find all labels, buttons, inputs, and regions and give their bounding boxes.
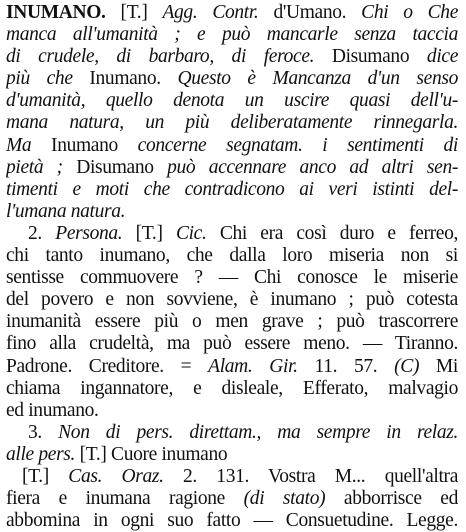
text-segment: pietà ; xyxy=(6,156,63,178)
text-line xyxy=(6,245,458,267)
text-segment: Ma xyxy=(6,134,32,156)
text-line xyxy=(6,112,458,134)
text-segment: Questo è Mancanza d'un senso xyxy=(177,68,458,90)
text-segment: concerne segnatam. i sentimenti di xyxy=(137,134,458,156)
text-line xyxy=(6,378,458,400)
text-segment: (di stato) xyxy=(243,488,326,510)
text-segment: Cas. Oraz. xyxy=(68,465,164,487)
text-segment: Alam. Gir. xyxy=(208,355,298,377)
text-segment: sentisse commuovere ? — Chi conosce le miserie xyxy=(6,267,458,289)
text-segment: Chi o Che xyxy=(361,2,458,23)
text-segment: Disumano xyxy=(62,156,168,178)
text-line xyxy=(6,466,458,488)
text-line xyxy=(6,68,458,90)
text-segment: alle pers. xyxy=(6,443,76,465)
text-line xyxy=(6,356,458,378)
text-segment: inumanità essere più o men grave ; può trascorrere xyxy=(6,311,458,333)
text-segment: Cic. xyxy=(175,222,207,244)
text-segment: mana natura, un più deliberatamente rinnegarla. xyxy=(6,112,458,134)
text-segment: 2. xyxy=(28,222,56,244)
text-segment: 3. xyxy=(28,421,59,443)
text-line xyxy=(6,46,458,68)
text-segment: d'umanità, quello denota un uscire quasi dell'u- xyxy=(6,90,458,112)
text-segment: [T.] xyxy=(122,222,176,244)
text-segment: può accennare anco ad altri sen- xyxy=(167,156,458,178)
text-line xyxy=(6,157,458,179)
text-line xyxy=(6,267,458,289)
text-segment: 2. 131. Vostra M... quell'altra xyxy=(163,465,458,487)
text-segment: Disumano xyxy=(314,46,427,68)
text-line xyxy=(6,333,458,355)
text-line xyxy=(6,90,458,112)
text-line xyxy=(6,135,458,157)
text-segment: [T.] xyxy=(105,2,163,23)
text-segment: Padrone. Creditore. = xyxy=(6,355,209,377)
text-segment: fiera e inumana ragione xyxy=(6,488,244,510)
text-segment: timenti e moti che contradicono ai veri istinti del- xyxy=(6,178,458,200)
text-line xyxy=(6,311,458,333)
text-segment: abborrisce ed xyxy=(325,488,458,510)
text-segment: Agg. Contr. xyxy=(162,2,259,23)
text-line xyxy=(6,488,458,510)
text-segment: ed inumano. xyxy=(6,399,99,421)
text-line xyxy=(6,223,458,245)
text-segment: d'Umano. xyxy=(258,2,362,23)
text-line xyxy=(6,179,458,201)
text-segment: di crudele, di barbaro, di feroce. xyxy=(6,46,315,68)
text-segment: Chi era così duro e ferreo, xyxy=(206,222,458,244)
text-segment: del povero e non sovviene, è inumano ; può cotesta xyxy=(6,289,458,311)
text-line xyxy=(6,201,458,223)
text-segment: Persona. xyxy=(55,222,123,244)
text-segment: chi tanto inumano, che dalla loro miseria non si xyxy=(6,245,458,267)
text-segment: Mi xyxy=(419,355,458,377)
text-segment: manca all'umanità ; e può mancarle senza taccia xyxy=(6,24,458,46)
text-segment: dice xyxy=(426,46,458,68)
text-segment: più che xyxy=(6,68,73,90)
text-segment: fino alla crudeltà, ma può essere meno. — Tiranno. xyxy=(6,333,458,355)
text-segment: l'umana natura. xyxy=(6,200,126,222)
text-segment: (C) xyxy=(394,355,420,377)
text-segment: [T.] xyxy=(22,465,69,487)
text-segment: Inumano xyxy=(31,134,138,156)
dictionary-entry xyxy=(6,2,458,532)
text-line xyxy=(6,510,458,532)
text-line xyxy=(6,24,458,46)
text-line xyxy=(6,400,458,422)
text-segment: 11. 57. xyxy=(297,355,395,377)
text-line xyxy=(6,444,458,466)
text-line xyxy=(6,422,458,444)
text-segment: [T.] Cuore inumano xyxy=(75,443,228,465)
text-segment: chiama ingannatore, e disleale, Efferato, malvagio xyxy=(6,377,458,399)
text-segment: INUMANO. xyxy=(6,2,106,23)
text-segment: Inumano. xyxy=(72,68,178,90)
text-segment: abbomina in ogni suo fatto — Consuetudine. Legge. xyxy=(6,510,458,532)
text-line xyxy=(6,2,458,24)
text-segment: Non di pers. direttam., ma sempre in relaz. xyxy=(58,421,458,443)
text-line xyxy=(6,289,458,311)
